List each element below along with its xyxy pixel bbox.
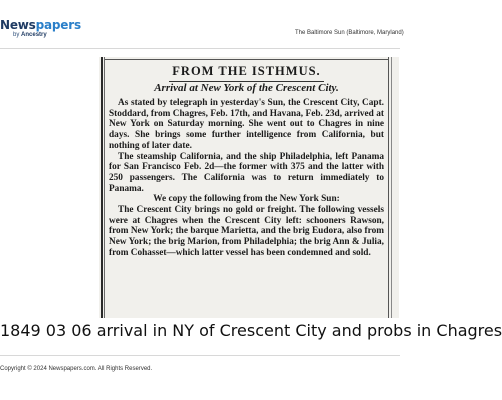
logo-byline-brand: Ancestry <box>21 32 47 38</box>
article-subheadline: Arrival at New York of the Crescent City. <box>154 82 339 94</box>
logo-word-part1: News <box>0 18 36 32</box>
logo-wordmark <box>0 18 81 32</box>
article-paragraph: The Crescent City brings no gold or freight. The following vessels were at Chagres when the Crescent City left: schooners Rawson, from New York; the barque Marietta, and the brig Eudora, also from New York; the brig Marion, from Philadelphia; the brig Ann & Julia, from Cohasset—which latter vessel has been condemned and sold. <box>109 205 384 258</box>
article-paragraph: As stated by telegraph in yesterday's Sun, the Crescent City, Capt. Stoddard, from Chagres, Feb. 17th, and Havana, Feb. 23d, arrived at New York on Saturday morning. She went out to Chagres in nine days. She brings some further intelligence from California, but nothing of later date. <box>109 98 384 151</box>
article-body <box>109 98 384 259</box>
article-headline: FROM THE ISTHMUS. <box>172 64 321 78</box>
newspapers-logo[interactable] <box>0 18 81 40</box>
newspaper-clipping <box>99 57 399 318</box>
column-rule-right <box>388 57 389 318</box>
article-paragraph: The steamship California, and the ship Philadelphia, left Panama for San Francisco Feb. 2d—the former with 375 and the latter with 250 passengers. The California was to return immediately to Panama. <box>109 151 384 194</box>
top-bar <box>0 0 404 48</box>
column-rule-left <box>101 57 103 318</box>
footer-divider <box>0 355 400 356</box>
clipping-caption: 1849 03 06 arrival in NY of Crescent City and probs in Chagres <box>0 321 502 340</box>
newspaper-source-title: The Baltimore Sun (Baltimore, Maryland) <box>295 30 404 36</box>
article-paragraph: We copy the following from the New York Sun: <box>153 194 340 205</box>
column-rule-left-inner <box>104 57 105 318</box>
logo-byline-prefix: by <box>13 32 20 38</box>
logo-byline <box>13 32 47 38</box>
column-rule-right-outer <box>391 57 392 318</box>
header-divider <box>0 48 400 49</box>
clipping-top-rule <box>105 59 388 60</box>
copyright-notice: Copyright © 2024 Newspapers.com. All Rights Reserved. <box>0 366 153 372</box>
logo-word-part2: papers <box>35 18 81 32</box>
